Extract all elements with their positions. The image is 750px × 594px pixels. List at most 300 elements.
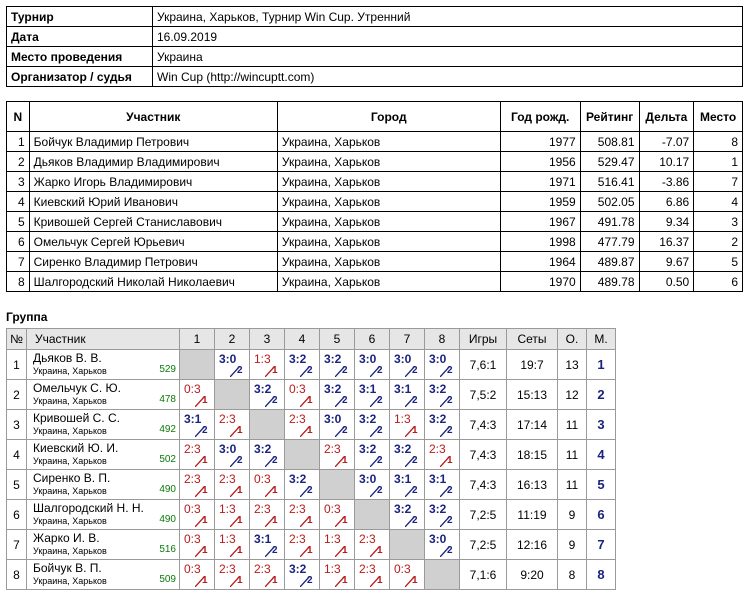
match-points: 1 bbox=[412, 575, 418, 586]
participant-delta: -3.86 bbox=[639, 172, 694, 192]
match-points: 2 bbox=[377, 425, 383, 436]
match-result-cell bbox=[180, 530, 215, 560]
match-points: 1 bbox=[447, 455, 453, 466]
participant-row bbox=[7, 212, 743, 232]
participant-birth-year: 1977 bbox=[500, 132, 580, 152]
match-points: 2 bbox=[377, 455, 383, 466]
match-points: 2 bbox=[377, 395, 383, 406]
group-column-header: О. bbox=[558, 329, 587, 350]
participants-body bbox=[7, 132, 743, 292]
match-result-cell bbox=[355, 530, 390, 560]
match-score: 2:3 bbox=[254, 502, 271, 516]
match-score: 3:0 bbox=[219, 442, 237, 456]
match-points: 2 bbox=[307, 365, 313, 376]
match-result-cell bbox=[425, 350, 460, 380]
match-points: 2 bbox=[447, 425, 453, 436]
participant-name: Киевский Юрий Иванович bbox=[29, 192, 277, 212]
match-score: 1:3 bbox=[219, 502, 236, 516]
group-player-cell bbox=[27, 380, 180, 410]
group-player-cell bbox=[27, 440, 180, 470]
match-result-cell bbox=[215, 560, 250, 590]
match-points: 2 bbox=[272, 455, 278, 466]
match-points: 1 bbox=[202, 575, 208, 586]
group-row-number: 6 bbox=[7, 500, 27, 530]
info-row bbox=[7, 7, 743, 27]
match-points: 2 bbox=[307, 575, 313, 586]
player-name: Омельчук С. Ю. bbox=[33, 381, 121, 395]
points-total: 11 bbox=[558, 410, 587, 440]
player-city: Украина, Харьков bbox=[33, 426, 107, 436]
match-points: 2 bbox=[447, 485, 453, 496]
match-score: 2:3 bbox=[184, 442, 201, 456]
group-row-number: 3 bbox=[7, 410, 27, 440]
match-points: 1 bbox=[202, 545, 208, 556]
match-score: 3:2 bbox=[289, 352, 307, 366]
match-result-cell bbox=[250, 350, 285, 380]
match-score: 3:0 bbox=[394, 352, 412, 366]
match-result-cell bbox=[320, 500, 355, 530]
participant-delta: 16.37 bbox=[639, 232, 694, 252]
match-result-cell bbox=[390, 380, 425, 410]
participants-column-header: Город bbox=[277, 102, 500, 132]
player-city: Украина, Харьков bbox=[33, 516, 107, 526]
match-result-cell bbox=[425, 380, 460, 410]
player-rating: 529 bbox=[159, 364, 176, 375]
group-column-header: 1 bbox=[180, 329, 215, 350]
participant-number: 3 bbox=[7, 172, 30, 192]
match-score: 1:3 bbox=[219, 532, 236, 546]
match-result-cell bbox=[250, 560, 285, 590]
group-player-cell bbox=[27, 560, 180, 590]
match-score: 2:3 bbox=[184, 472, 201, 486]
participants-column-header: Дельта bbox=[639, 102, 694, 132]
match-result-cell bbox=[215, 350, 250, 380]
match-points: 2 bbox=[377, 365, 383, 376]
group-column-header: 5 bbox=[320, 329, 355, 350]
participants-column-header: Рейтинг bbox=[580, 102, 639, 132]
sets-total: 18:15 bbox=[507, 440, 558, 470]
match-result-cell bbox=[285, 470, 320, 500]
player-city: Украина, Харьков bbox=[33, 486, 107, 496]
sets-total: 15:13 bbox=[507, 380, 558, 410]
match-result-cell bbox=[425, 500, 460, 530]
match-result-cell bbox=[215, 410, 250, 440]
match-score: 0:3 bbox=[184, 502, 201, 516]
match-points: 1 bbox=[202, 455, 208, 466]
match-points: 2 bbox=[377, 485, 383, 496]
participant-number: 7 bbox=[7, 252, 30, 272]
group-column-header: Игры bbox=[460, 329, 507, 350]
group-place: 8 bbox=[587, 560, 616, 590]
participant-place: 7 bbox=[694, 172, 743, 192]
group-row bbox=[7, 350, 616, 380]
participant-rating: 516.41 bbox=[580, 172, 639, 192]
games-total: 7,6:1 bbox=[460, 350, 507, 380]
match-points: 1 bbox=[342, 455, 348, 466]
match-score: 3:2 bbox=[289, 562, 307, 576]
match-result-cell bbox=[180, 500, 215, 530]
participant-name: Сиренко Владимир Петрович bbox=[29, 252, 277, 272]
participant-name: Дьяков Владимир Владимирович bbox=[29, 152, 277, 172]
sets-total: 9:20 bbox=[507, 560, 558, 590]
match-result-cell bbox=[250, 530, 285, 560]
group-row-number: 5 bbox=[7, 470, 27, 500]
match-points: 2 bbox=[342, 365, 348, 376]
group-column-header: 3 bbox=[250, 329, 285, 350]
match-points: 2 bbox=[237, 455, 243, 466]
group-row-number: 8 bbox=[7, 560, 27, 590]
games-total: 7,4:3 bbox=[460, 410, 507, 440]
match-points: 1 bbox=[307, 545, 313, 556]
match-result-cell bbox=[390, 350, 425, 380]
info-row bbox=[7, 27, 743, 47]
diagonal-cell bbox=[180, 350, 215, 380]
match-score: 3:1 bbox=[184, 412, 202, 426]
player-name: Сиренко В. П. bbox=[33, 471, 111, 485]
match-result-cell bbox=[390, 410, 425, 440]
match-score: 3:1 bbox=[254, 532, 272, 546]
match-score: 3:2 bbox=[254, 442, 272, 456]
match-score: 3:2 bbox=[359, 412, 377, 426]
points-total: 9 bbox=[558, 500, 587, 530]
participant-birth-year: 1964 bbox=[500, 252, 580, 272]
match-points: 1 bbox=[237, 425, 243, 436]
match-result-cell bbox=[180, 410, 215, 440]
match-points: 2 bbox=[447, 545, 453, 556]
player-rating: 509 bbox=[159, 574, 176, 585]
match-score: 2:3 bbox=[254, 562, 271, 576]
diagonal-cell bbox=[355, 500, 390, 530]
match-points: 1 bbox=[272, 485, 278, 496]
group-column-header: 4 bbox=[285, 329, 320, 350]
player-name: Киевский Ю. И. bbox=[33, 441, 119, 455]
games-total: 7,1:6 bbox=[460, 560, 507, 590]
diagonal-cell bbox=[250, 410, 285, 440]
group-player-cell bbox=[27, 470, 180, 500]
participant-place: 4 bbox=[694, 192, 743, 212]
match-points: 2 bbox=[412, 485, 418, 496]
match-score: 2:3 bbox=[324, 442, 341, 456]
games-total: 7,4:3 bbox=[460, 440, 507, 470]
match-points: 2 bbox=[412, 395, 418, 406]
player-rating: 492 bbox=[159, 424, 176, 435]
games-total: 7,2:5 bbox=[460, 500, 507, 530]
match-result-cell bbox=[180, 440, 215, 470]
diagonal-cell bbox=[215, 380, 250, 410]
match-result-cell bbox=[180, 380, 215, 410]
match-score: 3:2 bbox=[429, 502, 447, 516]
match-result-cell bbox=[425, 410, 460, 440]
sets-total: 17:14 bbox=[507, 410, 558, 440]
participants-column-header: Год рожд. bbox=[500, 102, 580, 132]
match-score: 3:0 bbox=[359, 472, 377, 486]
match-score: 2:3 bbox=[219, 412, 236, 426]
group-row-number: 2 bbox=[7, 380, 27, 410]
match-points: 1 bbox=[237, 575, 243, 586]
info-value: Украина bbox=[153, 47, 743, 67]
participant-delta: 9.67 bbox=[639, 252, 694, 272]
match-result-cell bbox=[390, 500, 425, 530]
match-score: 2:3 bbox=[219, 472, 236, 486]
match-points: 2 bbox=[447, 395, 453, 406]
participant-birth-year: 1970 bbox=[500, 272, 580, 292]
group-column-header: 6 bbox=[355, 329, 390, 350]
participant-rating: 489.78 bbox=[580, 272, 639, 292]
match-score: 0:3 bbox=[394, 562, 411, 576]
participant-place: 5 bbox=[694, 252, 743, 272]
match-points: 1 bbox=[202, 515, 208, 526]
points-total: 9 bbox=[558, 530, 587, 560]
group-row-number: 7 bbox=[7, 530, 27, 560]
match-result-cell bbox=[355, 560, 390, 590]
match-points: 2 bbox=[342, 395, 348, 406]
match-result-cell bbox=[250, 440, 285, 470]
participant-birth-year: 1956 bbox=[500, 152, 580, 172]
match-score: 3:2 bbox=[429, 412, 447, 426]
participant-name: Кривошей Сергей Станиславович bbox=[29, 212, 277, 232]
match-score: 0:3 bbox=[324, 502, 341, 516]
participant-name: Бойчук Владимир Петрович bbox=[29, 132, 277, 152]
info-value: Украина, Харьков, Турнир Win Cup. Утренний bbox=[153, 7, 743, 27]
participant-number: 1 bbox=[7, 132, 30, 152]
match-score: 3:2 bbox=[394, 502, 412, 516]
group-place: 5 bbox=[587, 470, 616, 500]
participant-rating: 491.78 bbox=[580, 212, 639, 232]
match-score: 3:1 bbox=[359, 382, 377, 396]
match-points: 1 bbox=[202, 395, 208, 406]
participant-city: Украина, Харьков bbox=[277, 192, 500, 212]
player-name: Шалгородский Н. Н. bbox=[33, 501, 144, 515]
info-row bbox=[7, 67, 743, 87]
match-result-cell bbox=[320, 560, 355, 590]
tournament-info-table bbox=[6, 6, 743, 87]
match-score: 3:0 bbox=[219, 352, 237, 366]
match-result-cell bbox=[285, 350, 320, 380]
match-result-cell bbox=[215, 440, 250, 470]
player-city: Украина, Харьков bbox=[33, 456, 107, 466]
match-score: 3:0 bbox=[324, 412, 342, 426]
group-results-table bbox=[6, 328, 616, 590]
group-player-cell bbox=[27, 500, 180, 530]
match-points: 1 bbox=[412, 425, 418, 436]
match-score: 1:3 bbox=[324, 532, 341, 546]
participant-delta: 10.17 bbox=[639, 152, 694, 172]
match-result-cell bbox=[250, 500, 285, 530]
group-column-header: 2 bbox=[215, 329, 250, 350]
participant-number: 5 bbox=[7, 212, 30, 232]
match-score: 3:2 bbox=[394, 442, 412, 456]
match-points: 1 bbox=[307, 395, 313, 406]
match-score: 0:3 bbox=[289, 382, 306, 396]
group-player-cell bbox=[27, 350, 180, 380]
match-points: 1 bbox=[202, 485, 208, 496]
participant-row bbox=[7, 152, 743, 172]
info-value: Win Cup (http://wincuptt.com) bbox=[153, 67, 743, 87]
match-result-cell bbox=[285, 410, 320, 440]
diagonal-cell bbox=[425, 560, 460, 590]
match-score: 3:0 bbox=[429, 532, 447, 546]
points-total: 13 bbox=[558, 350, 587, 380]
match-score: 2:3 bbox=[219, 562, 236, 576]
match-score: 2:3 bbox=[359, 532, 376, 546]
match-score: 0:3 bbox=[184, 532, 201, 546]
match-result-cell bbox=[180, 560, 215, 590]
group-row bbox=[7, 440, 616, 470]
games-total: 7,2:5 bbox=[460, 530, 507, 560]
match-points: 2 bbox=[272, 545, 278, 556]
group-place: 3 bbox=[587, 410, 616, 440]
participant-delta: 6.86 bbox=[639, 192, 694, 212]
match-result-cell bbox=[355, 470, 390, 500]
match-result-cell bbox=[320, 380, 355, 410]
points-total: 8 bbox=[558, 560, 587, 590]
group-row bbox=[7, 380, 616, 410]
participant-row bbox=[7, 132, 743, 152]
points-total: 11 bbox=[558, 440, 587, 470]
match-result-cell bbox=[285, 530, 320, 560]
match-score: 3:2 bbox=[254, 382, 272, 396]
match-result-cell bbox=[215, 500, 250, 530]
sets-total: 19:7 bbox=[507, 350, 558, 380]
participant-place: 8 bbox=[694, 132, 743, 152]
participant-row bbox=[7, 252, 743, 272]
player-name: Бойчук В. П. bbox=[33, 561, 102, 575]
participant-birth-year: 1971 bbox=[500, 172, 580, 192]
match-score: 3:2 bbox=[324, 382, 342, 396]
participant-delta: 0.50 bbox=[639, 272, 694, 292]
group-column-header: 8 bbox=[425, 329, 460, 350]
match-points: 1 bbox=[272, 365, 278, 376]
participant-delta: 9.34 bbox=[639, 212, 694, 232]
participant-delta: -7.07 bbox=[639, 132, 694, 152]
player-rating: 516 bbox=[159, 544, 176, 555]
group-row bbox=[7, 470, 616, 500]
group-column-header: М. bbox=[587, 329, 616, 350]
group-row-number: 1 bbox=[7, 350, 27, 380]
match-result-cell bbox=[320, 530, 355, 560]
group-column-header: Участник bbox=[27, 329, 180, 350]
match-points: 1 bbox=[307, 425, 313, 436]
match-score: 3:1 bbox=[394, 472, 412, 486]
match-points: 2 bbox=[412, 455, 418, 466]
player-name: Кривошей С. С. bbox=[33, 411, 120, 425]
group-place: 4 bbox=[587, 440, 616, 470]
group-row-number: 4 bbox=[7, 440, 27, 470]
match-points: 1 bbox=[237, 515, 243, 526]
group-place: 1 bbox=[587, 350, 616, 380]
player-city: Украина, Харьков bbox=[33, 366, 107, 376]
participant-rating: 489.87 bbox=[580, 252, 639, 272]
match-result-cell bbox=[250, 380, 285, 410]
match-score: 3:1 bbox=[429, 472, 447, 486]
match-result-cell bbox=[285, 380, 320, 410]
participants-column-header: Место bbox=[694, 102, 743, 132]
info-key: Дата bbox=[7, 27, 153, 47]
group-column-header: № bbox=[7, 329, 27, 350]
participant-number: 2 bbox=[7, 152, 30, 172]
player-city: Украина, Харьков bbox=[33, 396, 107, 406]
match-points: 2 bbox=[447, 515, 453, 526]
group-column-header: Сеты bbox=[507, 329, 558, 350]
match-points: 1 bbox=[377, 575, 383, 586]
games-total: 7,4:3 bbox=[460, 470, 507, 500]
match-score: 3:2 bbox=[429, 382, 447, 396]
match-score: 2:3 bbox=[289, 532, 306, 546]
participant-name: Шалгородский Николай Николаевич bbox=[29, 272, 277, 292]
match-score: 3:1 bbox=[394, 382, 412, 396]
participant-number: 4 bbox=[7, 192, 30, 212]
match-score: 0:3 bbox=[184, 562, 201, 576]
match-result-cell bbox=[285, 500, 320, 530]
participant-city: Украина, Харьков bbox=[277, 272, 500, 292]
tournament-info-body bbox=[7, 7, 743, 87]
participants-column-header: N bbox=[7, 102, 30, 132]
group-header-row bbox=[7, 329, 616, 350]
participant-name: Жарко Игорь Владимирович bbox=[29, 172, 277, 192]
match-points: 2 bbox=[237, 365, 243, 376]
participant-city: Украина, Харьков bbox=[277, 172, 500, 192]
participant-birth-year: 1959 bbox=[500, 192, 580, 212]
group-row bbox=[7, 560, 616, 590]
player-rating: 502 bbox=[159, 454, 176, 465]
match-points: 1 bbox=[342, 545, 348, 556]
participant-place: 1 bbox=[694, 152, 743, 172]
participant-name: Омельчук Сергей Юрьевич bbox=[29, 232, 277, 252]
match-points: 1 bbox=[272, 515, 278, 526]
sets-total: 16:13 bbox=[507, 470, 558, 500]
participant-birth-year: 1998 bbox=[500, 232, 580, 252]
match-result-cell bbox=[215, 530, 250, 560]
participant-row bbox=[7, 272, 743, 292]
match-score: 3:2 bbox=[324, 352, 342, 366]
match-points: 1 bbox=[342, 575, 348, 586]
player-city: Украина, Харьков bbox=[33, 576, 107, 586]
match-result-cell bbox=[355, 410, 390, 440]
group-player-cell bbox=[27, 410, 180, 440]
participant-city: Украина, Харьков bbox=[277, 152, 500, 172]
match-points: 1 bbox=[342, 515, 348, 526]
group-place: 7 bbox=[587, 530, 616, 560]
diagonal-cell bbox=[285, 440, 320, 470]
match-result-cell bbox=[285, 560, 320, 590]
match-points: 2 bbox=[447, 365, 453, 376]
match-result-cell bbox=[180, 470, 215, 500]
match-result-cell bbox=[390, 560, 425, 590]
info-key: Турнир bbox=[7, 7, 153, 27]
info-row bbox=[7, 47, 743, 67]
match-result-cell bbox=[355, 350, 390, 380]
match-score: 1:3 bbox=[254, 352, 271, 366]
match-score: 3:2 bbox=[289, 472, 307, 486]
info-value: 16.09.2019 bbox=[153, 27, 743, 47]
match-result-cell bbox=[390, 440, 425, 470]
match-result-cell bbox=[250, 470, 285, 500]
participant-row bbox=[7, 192, 743, 212]
match-result-cell bbox=[425, 530, 460, 560]
match-result-cell bbox=[320, 440, 355, 470]
participants-header-row bbox=[7, 102, 743, 132]
match-score: 2:3 bbox=[429, 442, 446, 456]
match-points: 1 bbox=[307, 515, 313, 526]
participant-city: Украина, Харьков bbox=[277, 212, 500, 232]
match-result-cell bbox=[425, 440, 460, 470]
group-row bbox=[7, 530, 616, 560]
match-result-cell bbox=[355, 440, 390, 470]
match-result-cell bbox=[320, 410, 355, 440]
match-score: 1:3 bbox=[394, 412, 411, 426]
player-rating: 490 bbox=[159, 484, 176, 495]
participant-birth-year: 1967 bbox=[500, 212, 580, 232]
